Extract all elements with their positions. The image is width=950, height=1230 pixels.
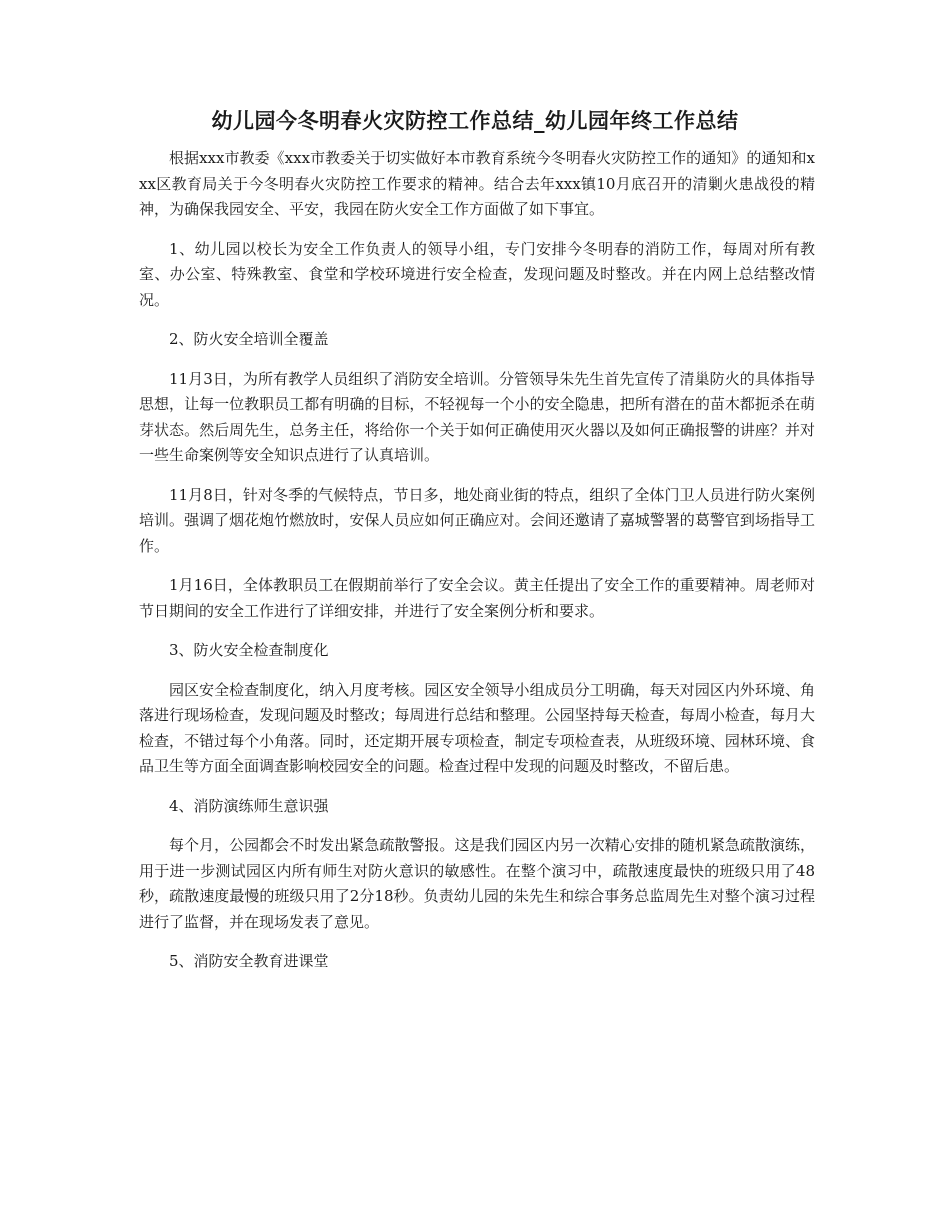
paragraph-training-nov8: 11月8日，针对冬季的气候特点，节日多，地处商业街的特点，组织了全体门卫人员进行防火案例培训。强调了烟花炮竹燃放时，安保人员应如何正确应对。会间还邀请了嘉城警署的葛警官到场指导工作。 [139, 485, 815, 555]
paragraph-training-nov3: 11月3日，为所有教学人员组织了消防安全培训。分管领导朱先生首先宣传了清巢防火的具体指导思想，让每一位教职员工都有明确的目标，不轻视每一个小的安全隐患，把所有潜在的苗木都扼杀在萌芽状态。然后周先生，总务主任，将给你一个关于如何正确使用灭火器以及如何正确报警的讲座？并对一些生命案例等安全知识点进行了认真培训。 [139, 369, 815, 464]
paragraph-inspection: 园区安全检查制度化，纳入月度考核。园区安全领导小组成员分工明确，每天对园区内外环境、角落进行现场检查，发现问题及时整改；每周进行总结和整理。公园坚持每天检查，每周小检查，每月大检查，不错过每个小角落。同时，还定期开展专项检查，制定专项检查表，从班级环境、园林环境、食品卫生等方面全面调查影响校园安全的问题。检查过程中发现的问题及时整改，不留后患。 [139, 680, 815, 775]
paragraph-drill: 每个月，公园都会不时发出紧急疏散警报。这是我们园区内另一次精心安排的随机紧急疏散演练，用于进一步测试园区内所有师生对防火意识的敏感性。在整个演习中，疏散速度最快的班级只用了48秒，疏散速度最慢的班级只用了2分18秒。负责幼儿园的朱先生和综合事务总监周先生对整个演习过程进行了监督，并在现场发表了意见。 [139, 836, 815, 931]
section-heading-training: 2、防火安全培训全覆盖 [169, 330, 329, 348]
section-heading-inspection: 3、防火安全检查制度化 [169, 641, 329, 659]
document-title: 幼儿园今冬明春火灾防控工作总结_幼儿园年终工作总结 [211, 109, 739, 134]
intro-paragraph: 根据xxx市教委《xxx市教委关于切实做好本市教育系统今冬明春火灾防控工作的通知》的通知和xxx区教育局关于今冬明春火灾防控工作要求的精神。结合去年xxx镇10月底召开的清剿火患战役的精神，为确保我园安全、平安，我园在防火安全工作方面做了如下事宜。 [139, 149, 815, 218]
paragraph-leadership-group: 1、幼儿园以校长为安全工作负责人的领导小组，专门安排今冬明春的消防工作，每周对所有教室、办公室、特殊教室、食堂和学校环境进行安全检查，发现问题及时整改。并在内网上总结整改情况。 [139, 239, 815, 309]
document-body [139, 146, 815, 989]
section-heading-education: 5、消防安全教育进课堂 [169, 952, 329, 970]
paragraph-meeting-jan16: 1月16日，全体教职员工在假期前举行了安全会议。黄主任提出了安全工作的重要精神。周老师对节日期间的安全工作进行了详细安排，并进行了安全案例分析和要求。 [139, 576, 815, 620]
section-heading-drill: 4、消防演练师生意识强 [169, 796, 329, 815]
